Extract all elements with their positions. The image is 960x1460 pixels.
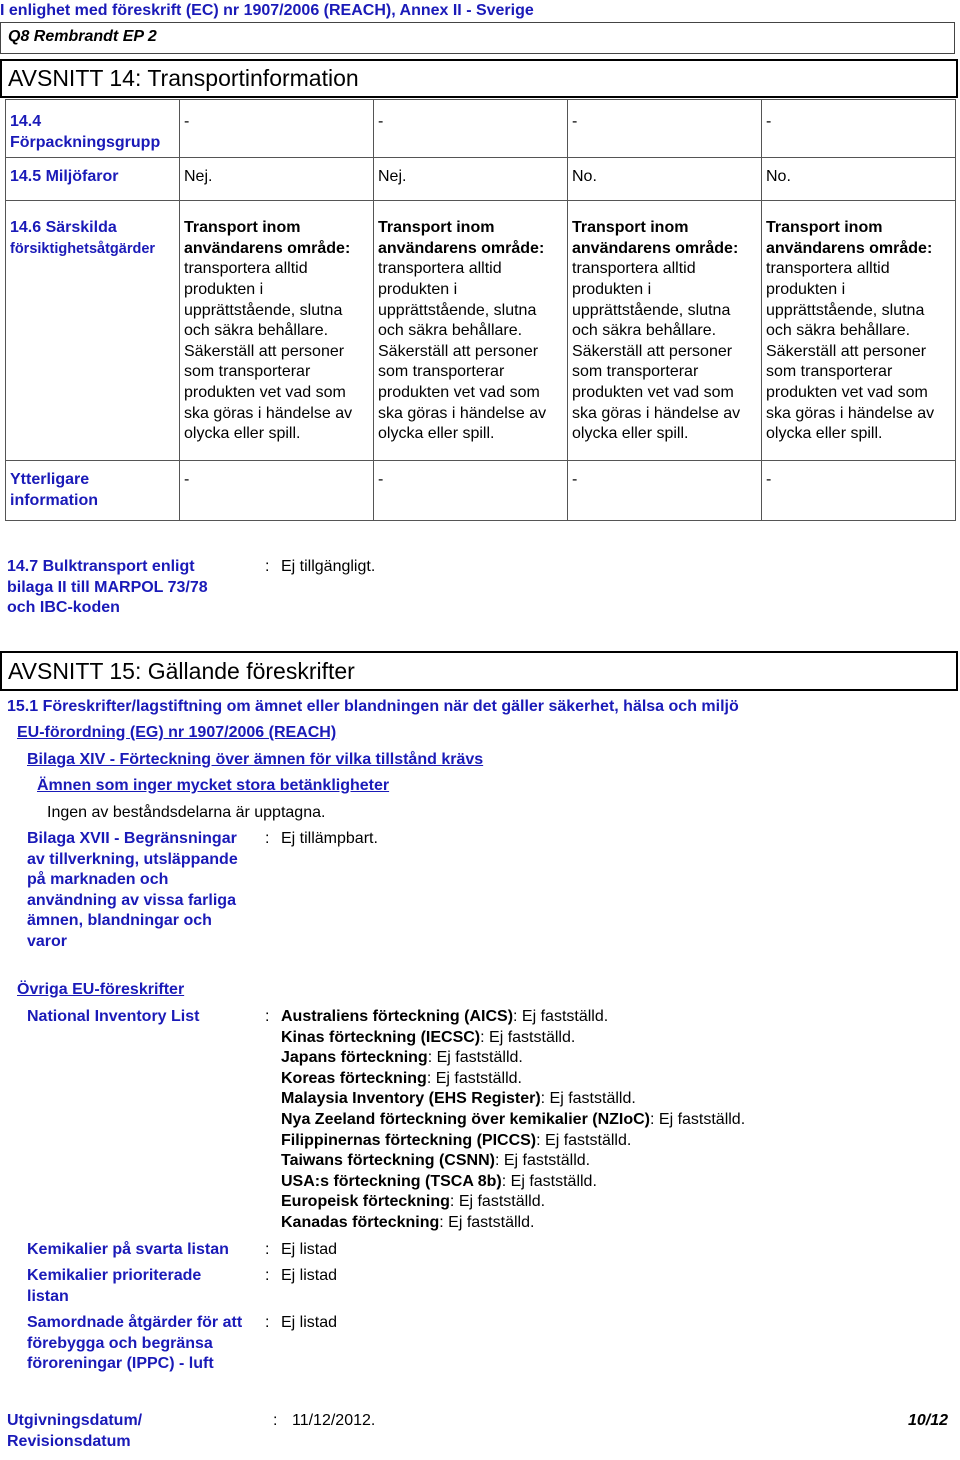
svhc-heading: Ämnen som inger mycket stora betänkligheter (37, 777, 390, 794)
bulk-transport-colon: : (265, 558, 270, 575)
table-row-precautions (6, 201, 956, 461)
national-inventory-colon: : (265, 1008, 270, 1025)
list-item: USA:s förteckning (TSCA 8b): Ej fastställd. (281, 1172, 597, 1190)
other-eu-heading: Övriga EU-föreskrifter (17, 981, 185, 998)
issue-date-colon: : (273, 1412, 278, 1429)
table-row-packing-group (6, 100, 956, 158)
table-cell: - (374, 461, 568, 521)
table-cell: - (180, 100, 374, 158)
list-item: Malaysia Inventory (EHS Register): Ej fastställd. (281, 1090, 636, 1108)
transport-table (5, 99, 956, 521)
list-item: Taiwans förteckning (CSNN): Ej fastställd. (281, 1152, 591, 1170)
list-item: Kinas förteckning (IECSC): Ej fastställd. (281, 1028, 576, 1046)
document-title: I enlighet med föreskrift (EC) nr 1907/2006 (REACH), Annex II - Sverige (0, 2, 534, 19)
packing-group-label: 14.4 Förpackningsgrupp (6, 100, 180, 158)
precaution-cell: Transport inom användarens område: transportera alltid produkten i upprättstående, slutna och säkra behållare. Säkerställ att personer som transporterar produkten vet vad som ska göras i händelse av olycka eller spill. (762, 201, 956, 461)
precautions-label: 14.6 Särskilda försiktighetsåtgärder (6, 201, 180, 461)
list-item: Nya Zeeland förteckning över kemikalier (NZIoC): Ej fastställd. (281, 1110, 746, 1128)
eu-regulation-heading: EU-förordning (EG) nr 1907/2006 (REACH) (17, 724, 337, 741)
ippc-label: Samordnade åtgärder för att förebygga och begränsa föroreningar (IPPC) - luft (27, 1314, 243, 1373)
section-15-1-subtitle: 15.1 Föreskrifter/lagstiftning om ämnet eller blandningen när det gäller säkerhet, hälsa och miljö (7, 698, 739, 715)
table-row-env-hazards (6, 158, 956, 201)
table-cell: - (568, 461, 762, 521)
black-list-label: Kemikalier på svarta listan (27, 1241, 229, 1258)
table-cell: - (374, 100, 568, 158)
list-item: Europeisk förteckning: Ej fastställd. (281, 1193, 546, 1211)
issue-date-label: Utgivningsdatum/ Revisionsdatum (7, 1412, 143, 1450)
black-list-value: Ej listad (281, 1241, 338, 1258)
table-cell: Nej. (374, 158, 568, 201)
product-name-box (0, 22, 955, 54)
section-14-header: AVSNITT 14: Transportinformation (0, 59, 958, 98)
black-list-colon: : (265, 1241, 270, 1258)
precaution-cell: Transport inom användarens område: transportera alltid produkten i upprättstående, slutna och säkra behållare. Säkerställ att personer som transporterar produkten vet vad som ska göras i händelse av olycka eller spill. (374, 201, 568, 461)
ippc-colon: : (265, 1314, 270, 1331)
annex-14-heading: Bilaga XIV - Förteckning över ämnen för vilka tillstånd krävs (27, 751, 484, 768)
bulk-transport-value: Ej tillgängligt. (281, 558, 376, 575)
product-name: Q8 Rembrandt EP 2 (8, 28, 157, 45)
table-cell: - (762, 100, 956, 158)
bulk-transport-label: 14.7 Bulktransport enligt bilaga II till MARPOL 73/78 och IBC-koden (7, 558, 208, 617)
additional-info-label: Ytterligare information (6, 461, 180, 521)
annex-17-colon: : (265, 830, 270, 847)
national-inventory-label: National Inventory List (27, 1008, 200, 1025)
priority-list-label: Kemikalier prioriterade listan (27, 1267, 202, 1305)
ippc-value: Ej listad (281, 1314, 338, 1331)
issue-date-value: 11/12/2012. (292, 1412, 376, 1429)
list-item: Koreas förteckning: Ej fastställd. (281, 1069, 522, 1087)
table-cell: Nej. (180, 158, 374, 201)
table-cell: No. (762, 158, 956, 201)
table-cell: No. (568, 158, 762, 201)
list-item: Australiens förteckning (AICS): Ej fastställd. (281, 1008, 609, 1025)
table-cell: - (762, 461, 956, 521)
precaution-cell: Transport inom användarens område: transportera alltid produkten i upprättstående, slutna och säkra behållare. Säkerställ att personer som transporterar produkten vet vad som ska göras i händelse av olycka eller spill. (568, 201, 762, 461)
list-item: Japans förteckning: Ej fastställd. (281, 1049, 523, 1067)
inventory-list (281, 1007, 941, 1234)
none-listed-text: Ingen av beståndsdelarna är upptagna. (47, 804, 326, 821)
table-cell: - (568, 100, 762, 158)
annex-17-value: Ej tillämpbart. (281, 830, 378, 847)
env-hazards-label: 14.5 Miljöfaror (6, 158, 180, 201)
annex-17-label: Bilaga XVII - Begränsningar av tillverkning, utsläppande på marknaden och användning av vissa farliga ämnen, blandningar och varor (27, 830, 238, 950)
list-item: Kanadas förteckning: Ej fastställd. (281, 1213, 535, 1231)
priority-list-value: Ej listad (281, 1267, 338, 1284)
table-cell: - (180, 461, 374, 521)
table-row-additional (6, 461, 956, 521)
priority-list-colon: : (265, 1267, 270, 1284)
section-15-header: AVSNITT 15: Gällande föreskrifter (0, 651, 958, 691)
precaution-cell: Transport inom användarens område: transportera alltid produkten i upprättstående, slutna och säkra behållare. Säkerställ att personer som transporterar produkten vet vad som ska göras i händelse av olycka eller spill. (180, 201, 374, 461)
list-item: Filippinernas förteckning (PICCS): Ej fastställd. (281, 1131, 632, 1149)
page-number: 10/12 (908, 1412, 949, 1429)
